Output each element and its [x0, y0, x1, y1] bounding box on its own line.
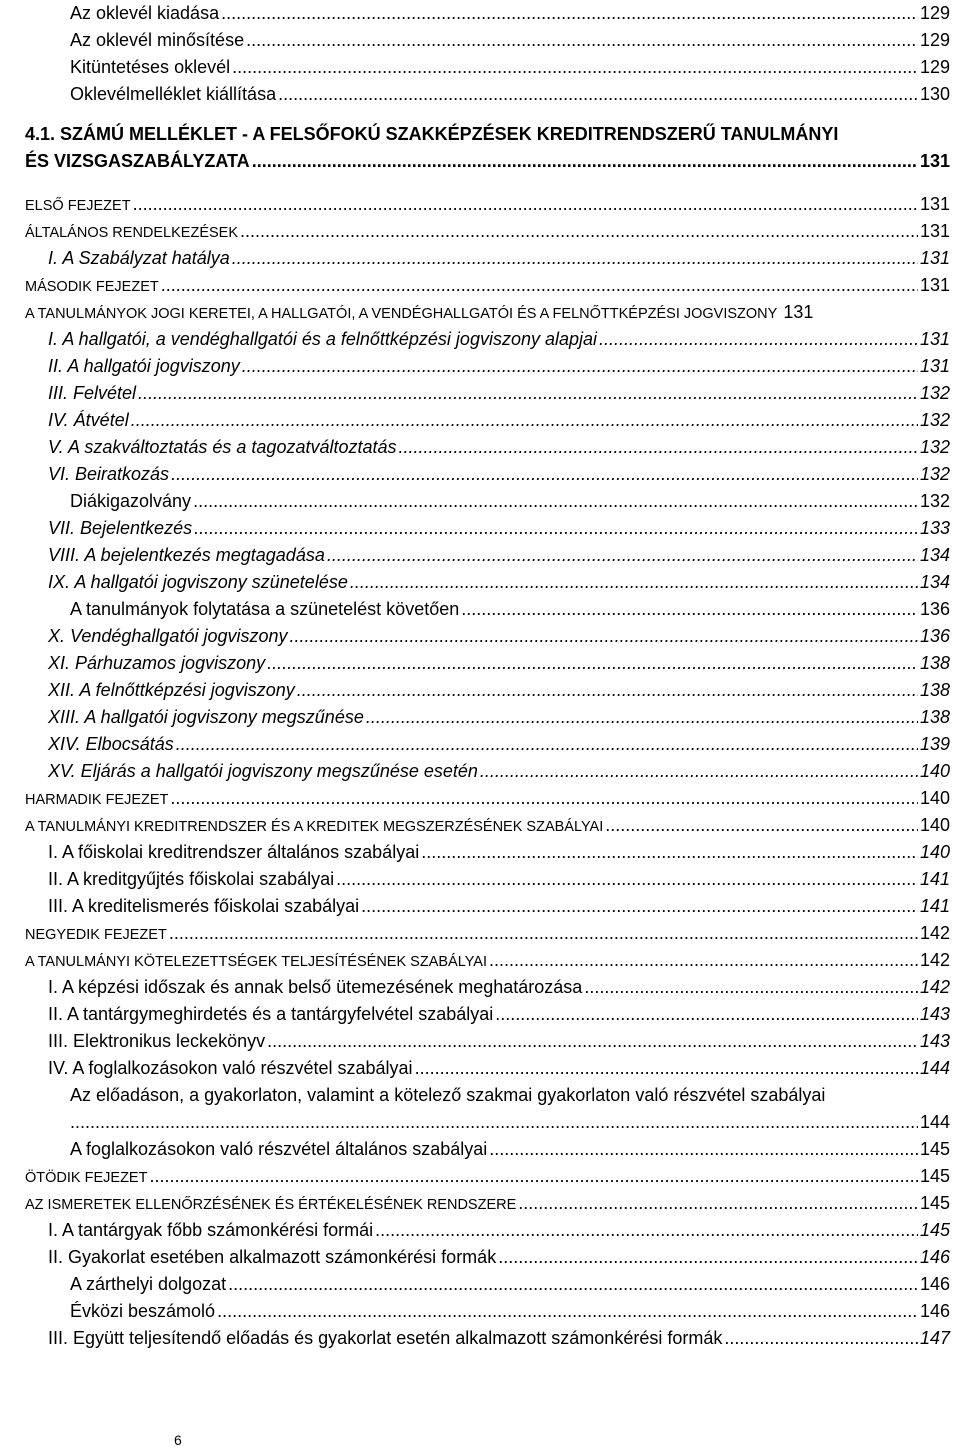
- toc-entry-title: A zárthelyi dolgozat: [70, 1274, 227, 1294]
- toc-entry-title: MÁSODIK FEJEZET: [25, 279, 159, 295]
- toc-page-number: 142: [919, 977, 950, 997]
- dot-leader: [240, 218, 918, 244]
- toc-entry-title: ÖTÖDIK FEJEZET: [25, 1170, 148, 1186]
- toc-entry[interactable]: [0, 1298, 960, 1324]
- dot-leader: [599, 326, 918, 352]
- dot-leader: [415, 1055, 918, 1081]
- toc-entry-title-line1[interactable]: Az előadáson, a gyakorlaton, valamint a kötelező szakmai gyakorlaton való részvétel szabályai: [70, 1085, 826, 1105]
- toc-page-number: 143: [919, 1004, 950, 1024]
- dot-leader: [70, 1109, 918, 1135]
- toc-page-number: 129: [919, 3, 950, 23]
- toc-entry[interactable]: [0, 272, 960, 298]
- toc-entry-title: Évközi beszámoló: [70, 1301, 216, 1321]
- toc-entry-title: V. A szakváltoztatás és a tagozatváltoztatás: [48, 437, 397, 457]
- dot-leader: [242, 353, 918, 379]
- toc-entry[interactable]: [0, 650, 960, 676]
- dot-leader: [584, 974, 918, 1000]
- toc-entry[interactable]: [0, 488, 960, 514]
- toc-page-number: 138: [919, 707, 950, 727]
- toc-entry-title: I. A Szabályzat hatálya: [48, 248, 230, 268]
- dot-leader: [217, 1298, 918, 1324]
- dot-leader: [193, 488, 918, 514]
- toc-entry[interactable]: [0, 353, 960, 379]
- toc-entry[interactable]: [0, 1325, 960, 1351]
- dot-leader: [252, 148, 918, 174]
- dot-leader: [194, 515, 918, 541]
- toc-entry-title: II. A hallgatói jogviszony: [48, 356, 240, 376]
- dot-leader: [297, 677, 918, 703]
- dot-leader: [246, 27, 918, 53]
- toc-entry[interactable]: [0, 1055, 960, 1081]
- toc-entry[interactable]: [0, 407, 960, 433]
- toc-entry-title: ELSŐ FEJEZET: [25, 198, 131, 214]
- toc-page-number: 132: [919, 464, 950, 484]
- toc-entry-title: IV. Átvétel: [48, 410, 129, 430]
- toc-page-number: 130: [919, 84, 950, 104]
- dot-leader: [489, 947, 918, 973]
- toc-page-number: 132: [919, 383, 950, 403]
- toc-page-number: 131: [783, 302, 814, 322]
- dot-leader: [361, 893, 918, 919]
- dot-leader: [366, 704, 918, 730]
- toc-page-number: 131: [919, 221, 950, 241]
- toc-entry-title-line2: ÉS VIZSGASZABÁLYZATA: [25, 151, 250, 171]
- dot-leader: [170, 785, 918, 811]
- toc-page-number: 145: [919, 1166, 950, 1186]
- toc-entry-title: I. A tantárgyak főbb számonkérési formái: [48, 1220, 374, 1240]
- toc-entry-title: A TANULMÁNYOK JOGI KERETEI, A HALLGATÓI, A VENDÉGHALLGATÓI ÉS A FELNŐTTKÉPZÉSI JOGVISZONY: [25, 306, 778, 322]
- dot-leader: [480, 758, 918, 784]
- toc-page-number: 131: [919, 194, 950, 214]
- toc-entry[interactable]: [0, 704, 960, 730]
- toc-page-number: 140: [919, 815, 950, 835]
- toc-entry-title: VII. Bejelentkezés: [48, 518, 193, 538]
- toc-entry-title: II. Gyakorlat esetében alkalmazott számonkérési formák: [48, 1247, 497, 1267]
- toc-page-number: 138: [919, 653, 950, 673]
- toc-page-number: 132: [919, 437, 950, 457]
- toc-entry[interactable]: [0, 1028, 960, 1054]
- toc-entry[interactable]: [0, 461, 960, 487]
- toc-page-number: 146: [919, 1301, 950, 1321]
- toc-entry-title: VI. Beiratkozás: [48, 464, 170, 484]
- toc-entry[interactable]: [0, 1217, 960, 1243]
- toc-page-number: 134: [919, 572, 950, 592]
- dot-leader: [336, 866, 918, 892]
- toc-entry[interactable]: [0, 148, 960, 174]
- dot-leader: [421, 839, 918, 865]
- toc-entry[interactable]: [0, 54, 960, 80]
- toc-page-number: 133: [919, 518, 950, 538]
- dot-leader: [228, 1271, 918, 1297]
- dot-leader: [176, 731, 918, 757]
- dot-leader: [267, 1028, 918, 1054]
- toc-page-number: 140: [919, 788, 950, 808]
- toc-entry-title: XII. A felnőttképzési jogviszony: [48, 680, 295, 700]
- toc-entry[interactable]: [0, 434, 960, 460]
- toc-page-number: 131: [919, 275, 950, 295]
- toc-entry[interactable]: [0, 542, 960, 568]
- dot-leader: [161, 272, 918, 298]
- toc-entry-title: VIII. A bejelentkezés megtagadása: [48, 545, 325, 565]
- dot-leader: [171, 461, 918, 487]
- toc-entry[interactable]: [0, 920, 960, 946]
- dot-leader: [133, 191, 918, 217]
- toc-entry-title: A tanulmányok folytatása a szünetelést követően: [70, 599, 460, 619]
- toc-entry-title: II. A tantárgymeghirdetés és a tantárgyfelvétel szabályai: [48, 1004, 494, 1024]
- dot-leader: [498, 1244, 918, 1270]
- toc-entry[interactable]: [0, 299, 960, 325]
- page-number-footer: 6: [174, 1432, 182, 1448]
- toc-entry[interactable]: [0, 1271, 960, 1297]
- dot-leader: [267, 650, 918, 676]
- toc-entry[interactable]: [0, 1163, 960, 1189]
- dot-leader: [495, 1001, 918, 1027]
- toc-entry-title: A TANULMÁNYI KREDITRENDSZER ÉS A KREDITEK MEGSZERZÉSÉNEK SZABÁLYAI: [25, 819, 604, 835]
- dot-leader: [290, 623, 918, 649]
- dot-leader: [518, 1190, 918, 1216]
- toc-page-number: 143: [919, 1031, 950, 1051]
- toc-entry[interactable]: [0, 974, 960, 1000]
- dot-leader: [605, 812, 918, 838]
- toc-entry[interactable]: [0, 947, 960, 973]
- toc-page-number: 146: [919, 1274, 950, 1294]
- toc-entry[interactable]: [0, 1001, 960, 1027]
- toc-entry-title: III. A kreditelismerés főiskolai szabályai: [48, 896, 360, 916]
- dot-leader: [138, 380, 918, 406]
- toc-entry[interactable]: [0, 326, 960, 352]
- toc-entry[interactable]: [0, 218, 960, 244]
- toc-page-number: 129: [919, 30, 950, 50]
- toc-entry-title: IX. A hallgatói jogviszony szünetelése: [48, 572, 348, 592]
- toc-entry[interactable]: [0, 1244, 960, 1270]
- toc-entry-title: XV. Eljárás a hallgatói jogviszony megszűnése esetén: [48, 761, 478, 781]
- toc-page-number: 141: [919, 869, 950, 889]
- dot-leader: [149, 1163, 918, 1189]
- toc-entry-title: XI. Párhuzamos jogviszony: [48, 653, 266, 673]
- toc-page-number: 129: [919, 57, 950, 77]
- toc-entry[interactable]: [0, 812, 960, 838]
- toc-entry-title: ÁLTALÁNOS RENDELKEZÉSEK: [25, 225, 239, 241]
- dot-leader: [169, 920, 918, 946]
- dot-leader: [232, 54, 918, 80]
- toc-page-number: 131: [919, 329, 950, 349]
- toc-entry-title: XIII. A hallgatói jogviszony megszűnése: [48, 707, 364, 727]
- toc-page-number: 142: [919, 950, 950, 970]
- toc-entry-title: HARMADIK FEJEZET: [25, 792, 169, 808]
- dot-leader: [399, 434, 918, 460]
- toc-entry[interactable]: [0, 839, 960, 865]
- toc-entry[interactable]: [0, 893, 960, 919]
- dot-leader: [221, 0, 918, 26]
- toc-entry-title: Diákigazolvány: [70, 491, 192, 511]
- toc-entry[interactable]: [0, 731, 960, 757]
- toc-entry[interactable]: [0, 569, 960, 595]
- toc-entry-title: X. Vendéghallgatói jogviszony: [48, 626, 288, 646]
- toc-page-number: 138: [919, 680, 950, 700]
- toc-page-number: 131: [919, 151, 950, 171]
- dot-leader: [461, 596, 918, 622]
- toc-entry-title: Az oklevél kiadása: [70, 3, 220, 23]
- toc-entry-title: I. A képzési időszak és annak belső ütemezésének meghatározása: [48, 977, 583, 997]
- toc-page-number: 147: [919, 1328, 950, 1348]
- toc-entry[interactable]: [0, 515, 960, 541]
- dot-leader: [350, 569, 918, 595]
- dot-leader: [232, 245, 918, 271]
- toc-entry-title: I. A főiskolai kreditrendszer általános szabályai: [48, 842, 420, 862]
- toc-entry-title: I. A hallgatói, a vendéghallgatói és a felnőttképzési jogviszony alapjai: [48, 329, 598, 349]
- toc-entry-title: Kitüntetéses oklevél: [70, 57, 231, 77]
- toc-entry-title: A foglalkozásokon való részvétel általános szabályai: [70, 1139, 488, 1159]
- toc-page-number: 131: [919, 248, 950, 268]
- toc-entry-title: Oklevélmelléklet kiállítása: [70, 84, 277, 104]
- toc-entry-title: AZ ISMERETEK ELLENŐRZÉSÉNEK ÉS ÉRTÉKELÉSÉNEK RENDSZERE: [25, 1197, 517, 1213]
- toc-entry-title: III. Felvétel: [48, 383, 137, 403]
- toc-page-number: 142: [919, 923, 950, 943]
- dot-leader: [278, 81, 918, 107]
- toc-entry-title: II. A kreditgyűjtés főiskolai szabályai: [48, 869, 335, 889]
- toc-page-number: 131: [919, 356, 950, 376]
- toc-page-number: 140: [919, 842, 950, 862]
- toc-entry-title: Az oklevél minősítése: [70, 30, 245, 50]
- toc-page-number: 145: [919, 1193, 950, 1213]
- dot-leader: [489, 1136, 918, 1162]
- toc-page-number: 145: [919, 1220, 950, 1240]
- toc-entry[interactable]: [0, 81, 960, 107]
- toc-page-number: 146: [919, 1247, 950, 1267]
- toc-page-number: 144: [919, 1058, 950, 1078]
- toc-page-number: 144: [919, 1112, 950, 1132]
- toc-entry[interactable]: [0, 1136, 960, 1162]
- toc-page-number: 132: [919, 491, 950, 511]
- toc-page-number: 145: [919, 1139, 950, 1159]
- toc-entry-title: XIV. Elbocsátás: [48, 734, 174, 754]
- toc-entry[interactable]: [0, 677, 960, 703]
- toc-entry[interactable]: [0, 785, 960, 811]
- toc-page-number: 141: [919, 896, 950, 916]
- toc-entry[interactable]: [0, 866, 960, 892]
- toc-entry[interactable]: [0, 191, 960, 217]
- toc-entry-title: IV. A foglalkozásokon való részvétel szabályai: [48, 1058, 413, 1078]
- toc-entry-title: III. Elektronikus leckekönyv: [48, 1031, 266, 1051]
- toc-entry[interactable]: [0, 27, 960, 53]
- toc-entry[interactable]: [0, 1109, 960, 1135]
- toc-entry-title: A TANULMÁNYI KÖTELEZETTSÉGEK TELJESÍTÉSÉNEK SZABÁLYAI: [25, 954, 487, 970]
- toc-entry[interactable]: [0, 758, 960, 784]
- toc-page-number: 136: [919, 626, 950, 646]
- toc-page-number: 134: [919, 545, 950, 565]
- toc-page-number: 132: [919, 410, 950, 430]
- dot-leader: [131, 407, 918, 433]
- toc-entry[interactable]: [0, 596, 960, 622]
- dot-leader: [724, 1325, 918, 1351]
- toc-entry[interactable]: [0, 1190, 960, 1216]
- dot-leader: [375, 1217, 918, 1243]
- toc-page-number: 136: [919, 599, 950, 619]
- toc-entry[interactable]: [0, 623, 960, 649]
- toc-entry-title: NEGYEDIK FEJEZET: [25, 927, 167, 943]
- toc-entry-title-line1[interactable]: 4.1. SZÁMÚ MELLÉKLET - A FELSŐFOKÚ SZAKKÉPZÉSEK KREDITRENDSZERŰ TANULMÁNYI: [25, 124, 839, 144]
- toc-entry[interactable]: [0, 380, 960, 406]
- toc-entry-title: III. Együtt teljesítendő előadás és gyakorlat esetén alkalmazott számonkérési formák: [48, 1328, 723, 1348]
- toc-page-number: 140: [919, 761, 950, 781]
- toc-entry[interactable]: [0, 0, 960, 26]
- toc-entry[interactable]: [0, 245, 960, 271]
- dot-leader: [327, 542, 918, 568]
- toc-page-number: 139: [919, 734, 950, 754]
